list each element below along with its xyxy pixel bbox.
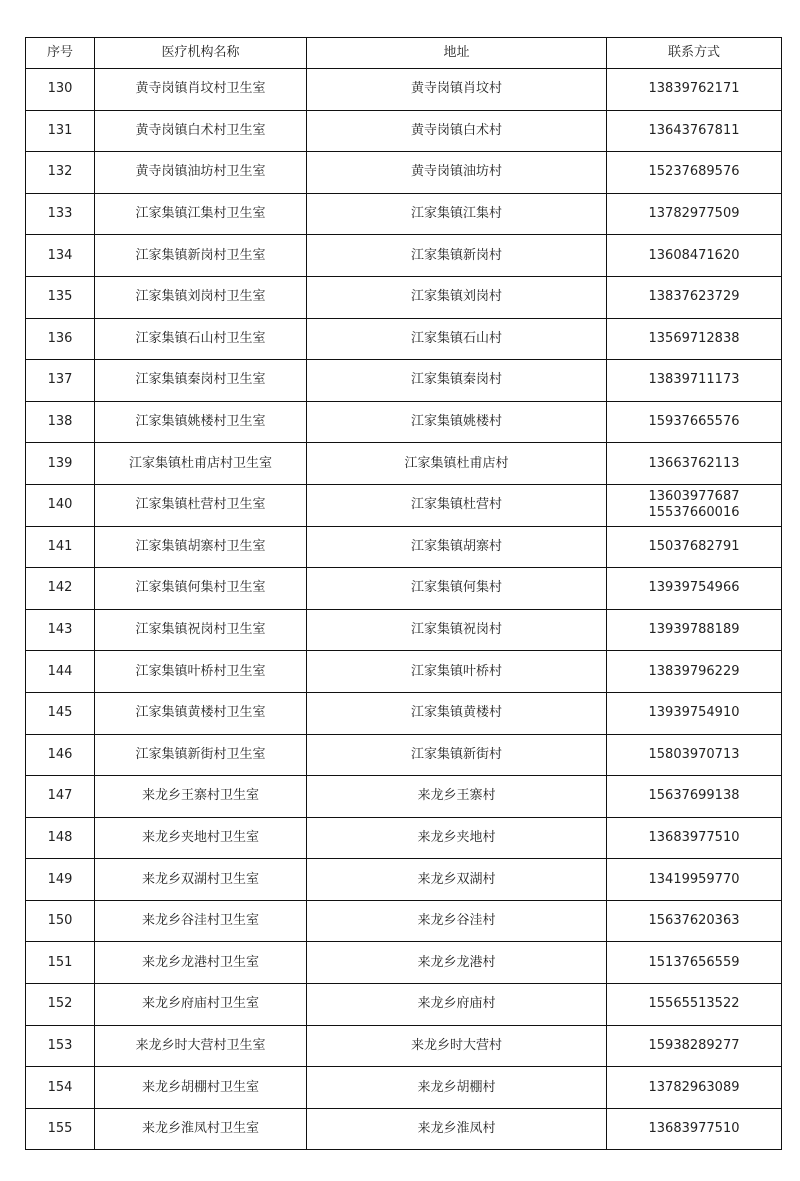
- phone-number: 15137656559: [648, 954, 740, 970]
- cell-institution-name: 来龙乡时大营村卫生室: [95, 1025, 307, 1067]
- cell-serial-number: 152: [26, 984, 95, 1026]
- table-row: [26, 152, 782, 194]
- phone-number: 15803970713: [648, 746, 740, 762]
- cell-serial-number: 135: [26, 276, 95, 318]
- table-row: [26, 193, 782, 235]
- table-row: [26, 1108, 782, 1150]
- cell-institution-name: 黄寺岗镇油坊村卫生室: [95, 152, 307, 194]
- cell-address: 江家集镇杜甫店村: [307, 443, 607, 485]
- cell-institution-name: 来龙乡谷洼村卫生室: [95, 900, 307, 942]
- cell-address: 江家集镇何集村: [307, 568, 607, 610]
- cell-institution-name: 来龙乡府庙村卫生室: [95, 984, 307, 1026]
- cell-institution-name: 江家集镇新岗村卫生室: [95, 235, 307, 277]
- cell-institution-name: 江家集镇石山村卫生室: [95, 318, 307, 360]
- cell-serial-number: 148: [26, 817, 95, 859]
- table-row: [26, 900, 782, 942]
- cell-institution-name: 来龙乡夹地村卫生室: [95, 817, 307, 859]
- phone-number: 13608471620: [648, 247, 740, 263]
- cell-contact: [607, 401, 782, 443]
- phone-number: 13683977510: [648, 829, 740, 845]
- phone-number: 13839796229: [648, 663, 740, 679]
- cell-address: 江家集镇胡寨村: [307, 526, 607, 568]
- table-row: [26, 526, 782, 568]
- cell-institution-name: 江家集镇秦岗村卫生室: [95, 360, 307, 402]
- table-header-row: [26, 38, 782, 69]
- table-row: [26, 235, 782, 277]
- phone-number: 13839711173: [648, 372, 740, 388]
- cell-institution-name: 来龙乡龙港村卫生室: [95, 942, 307, 984]
- cell-institution-name: 江家集镇祝岗村卫生室: [95, 609, 307, 651]
- cell-address: 来龙乡胡棚村: [307, 1067, 607, 1109]
- table-row: [26, 568, 782, 610]
- cell-contact: [607, 1067, 782, 1109]
- cell-serial-number: 147: [26, 776, 95, 818]
- cell-contact: [607, 1025, 782, 1067]
- cell-address: 江家集镇祝岗村: [307, 609, 607, 651]
- cell-contact: [607, 152, 782, 194]
- cell-serial-number: 142: [26, 568, 95, 610]
- table-row: [26, 276, 782, 318]
- phone-number: 15037682791: [648, 538, 740, 554]
- cell-address: 江家集镇新街村: [307, 734, 607, 776]
- table-row: [26, 942, 782, 984]
- cell-institution-name: 来龙乡双湖村卫生室: [95, 859, 307, 901]
- phone-number: 13782963089: [648, 1079, 740, 1095]
- cell-institution-name: 江家集镇胡寨村卫生室: [95, 526, 307, 568]
- cell-contact: [607, 568, 782, 610]
- cell-address: 江家集镇刘岗村: [307, 276, 607, 318]
- cell-serial-number: 136: [26, 318, 95, 360]
- table-row: [26, 984, 782, 1026]
- cell-serial-number: 132: [26, 152, 95, 194]
- cell-address: 江家集镇杜营村: [307, 484, 607, 526]
- cell-contact: [607, 734, 782, 776]
- table-row: [26, 776, 782, 818]
- table-row: [26, 734, 782, 776]
- cell-institution-name: 江家集镇何集村卫生室: [95, 568, 307, 610]
- phone-number: 15565513522: [648, 996, 740, 1012]
- phone-number: 15237689576: [648, 164, 740, 180]
- cell-serial-number: 146: [26, 734, 95, 776]
- cell-address: 江家集镇秦岗村: [307, 360, 607, 402]
- cell-contact: [607, 942, 782, 984]
- cell-institution-name: 江家集镇刘岗村卫生室: [95, 276, 307, 318]
- cell-serial-number: 131: [26, 110, 95, 152]
- cell-serial-number: 155: [26, 1108, 95, 1150]
- cell-address: 江家集镇姚楼村: [307, 401, 607, 443]
- cell-institution-name: 江家集镇杜营村卫生室: [95, 484, 307, 526]
- table-row: [26, 484, 782, 526]
- cell-contact: [607, 484, 782, 526]
- table-row: [26, 817, 782, 859]
- cell-address: 黄寺岗镇肖坟村: [307, 69, 607, 111]
- cell-contact: [607, 609, 782, 651]
- table-row: [26, 1067, 782, 1109]
- cell-institution-name: 来龙乡胡棚村卫生室: [95, 1067, 307, 1109]
- cell-contact: [607, 817, 782, 859]
- cell-contact: [607, 526, 782, 568]
- cell-contact: [607, 69, 782, 111]
- cell-institution-name: 江家集镇杜甫店村卫生室: [95, 443, 307, 485]
- cell-serial-number: 143: [26, 609, 95, 651]
- cell-address: 黄寺岗镇油坊村: [307, 152, 607, 194]
- cell-serial-number: 154: [26, 1067, 95, 1109]
- cell-serial-number: 134: [26, 235, 95, 277]
- cell-institution-name: 来龙乡淮凤村卫生室: [95, 1108, 307, 1150]
- table-row: [26, 651, 782, 693]
- cell-serial-number: 149: [26, 859, 95, 901]
- cell-contact: [607, 110, 782, 152]
- phone-number: 15937665576: [648, 414, 740, 430]
- cell-serial-number: 145: [26, 692, 95, 734]
- cell-contact: [607, 276, 782, 318]
- cell-address: 来龙乡王寨村: [307, 776, 607, 818]
- phone-number: 13419959770: [648, 871, 740, 887]
- clinic-table: [25, 37, 782, 1150]
- cell-address: 来龙乡府庙村: [307, 984, 607, 1026]
- table-row: [26, 609, 782, 651]
- cell-contact: [607, 235, 782, 277]
- phone-number: 13643767811: [648, 122, 740, 138]
- cell-contact: [607, 193, 782, 235]
- cell-address: 来龙乡龙港村: [307, 942, 607, 984]
- cell-address: 来龙乡夹地村: [307, 817, 607, 859]
- cell-institution-name: 黄寺岗镇肖坟村卫生室: [95, 69, 307, 111]
- header-address: 地址: [307, 38, 607, 69]
- cell-serial-number: 130: [26, 69, 95, 111]
- header-serial-number: 序号: [26, 38, 95, 69]
- cell-contact: [607, 900, 782, 942]
- cell-serial-number: 140: [26, 484, 95, 526]
- cell-address: 来龙乡时大营村: [307, 1025, 607, 1067]
- cell-address: 来龙乡双湖村: [307, 859, 607, 901]
- cell-serial-number: 137: [26, 360, 95, 402]
- cell-address: 江家集镇江集村: [307, 193, 607, 235]
- header-contact: 联系方式: [607, 38, 782, 69]
- cell-serial-number: 133: [26, 193, 95, 235]
- cell-contact: [607, 692, 782, 734]
- cell-contact: [607, 318, 782, 360]
- cell-serial-number: 153: [26, 1025, 95, 1067]
- phone-number: 13939754910: [648, 705, 740, 721]
- cell-address: 黄寺岗镇白术村: [307, 110, 607, 152]
- cell-serial-number: 141: [26, 526, 95, 568]
- cell-address: 江家集镇叶桥村: [307, 651, 607, 693]
- table-row: [26, 318, 782, 360]
- phone-number: 13569712838: [648, 330, 740, 346]
- cell-address: 江家集镇黄楼村: [307, 692, 607, 734]
- cell-institution-name: 黄寺岗镇白术村卫生室: [95, 110, 307, 152]
- table-row: [26, 859, 782, 901]
- phone-number: 13939788189: [648, 622, 740, 638]
- header-institution-name: 医疗机构名称: [95, 38, 307, 69]
- cell-contact: [607, 984, 782, 1026]
- cell-contact: [607, 776, 782, 818]
- table-row: [26, 69, 782, 111]
- cell-institution-name: 江家集镇叶桥村卫生室: [95, 651, 307, 693]
- cell-contact: [607, 443, 782, 485]
- table-row: [26, 692, 782, 734]
- phone-number: 13782977509: [648, 206, 740, 222]
- cell-serial-number: 150: [26, 900, 95, 942]
- cell-contact: [607, 1108, 782, 1150]
- cell-contact: [607, 651, 782, 693]
- cell-address: 来龙乡淮凤村: [307, 1108, 607, 1150]
- phone-number: 15637620363: [648, 913, 740, 929]
- phone-number: 13837623729: [648, 289, 740, 305]
- cell-address: 来龙乡谷洼村: [307, 900, 607, 942]
- table-row: [26, 110, 782, 152]
- cell-address: 江家集镇新岗村: [307, 235, 607, 277]
- cell-serial-number: 139: [26, 443, 95, 485]
- phone-number: 15938289277: [648, 1037, 740, 1053]
- phone-number: 13663762113: [648, 455, 740, 471]
- cell-contact: [607, 360, 782, 402]
- phone-number: 13839762171: [648, 81, 740, 97]
- cell-serial-number: 138: [26, 401, 95, 443]
- table-row: [26, 443, 782, 485]
- table-row: [26, 1025, 782, 1067]
- cell-institution-name: 江家集镇江集村卫生室: [95, 193, 307, 235]
- cell-institution-name: 江家集镇姚楼村卫生室: [95, 401, 307, 443]
- cell-serial-number: 151: [26, 942, 95, 984]
- table-row: [26, 401, 782, 443]
- phone-number: 13603977687: [648, 489, 740, 505]
- table-row: [26, 360, 782, 402]
- cell-contact: [607, 859, 782, 901]
- cell-institution-name: 来龙乡王寨村卫生室: [95, 776, 307, 818]
- phone-number: 15637699138: [648, 788, 740, 804]
- phone-number: 15537660016: [648, 505, 740, 521]
- cell-serial-number: 144: [26, 651, 95, 693]
- cell-institution-name: 江家集镇黄楼村卫生室: [95, 692, 307, 734]
- cell-institution-name: 江家集镇新街村卫生室: [95, 734, 307, 776]
- cell-address: 江家集镇石山村: [307, 318, 607, 360]
- table-body: [26, 69, 782, 1150]
- phone-number: 13939754966: [648, 580, 740, 596]
- phone-number: 13683977510: [648, 1121, 740, 1137]
